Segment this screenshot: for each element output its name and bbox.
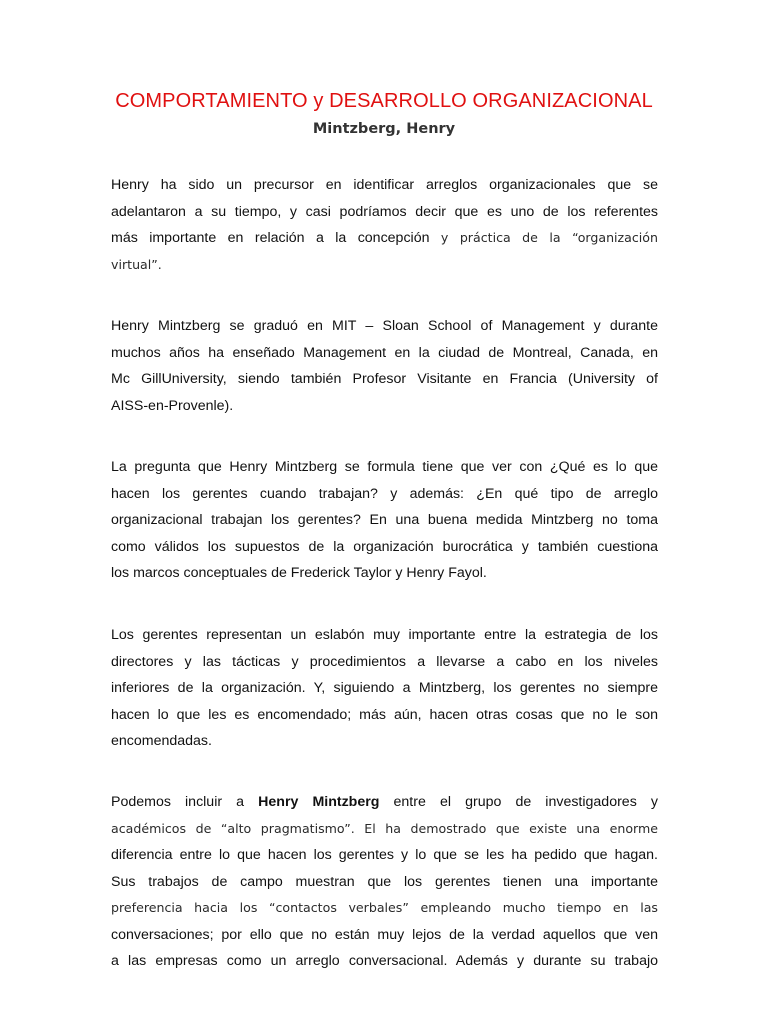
paragraph-line: como válidos los supuestos de la organización burocrática y también cuestiona [111, 538, 658, 555]
bold-name: Henry Mintzberg [258, 794, 380, 810]
paragraph-line: Los gerentes representan un eslabón muy importante entre la estrategia de los [111, 627, 658, 643]
paragraph-line: directores y las tácticas y procedimientos a llevarse a cabo en los niveles [111, 653, 658, 670]
line-segment: entre el grupo de investigadores y [379, 794, 658, 810]
paragraph-line: Henry ha sido un precursor en identificar arreglos organizacionales que se [111, 177, 658, 193]
line-segment-alt-font: académicos de “alto pragmatismo”. El ha demostrado que existe una enorme [111, 820, 658, 836]
document-subtitle: Mintzberg, Henry [312, 121, 456, 137]
paragraph-line: encomendadas. [111, 733, 212, 749]
paragraph-line [111, 895, 658, 922]
paragraph-4 [111, 622, 658, 755]
paragraph-line: Mc GillUniversity, siendo también Profesor Visitante en Francia (University of [111, 371, 658, 387]
paragraph-line: diferencia entre lo que hacen los gerentes y lo que se les ha pedido que hagan. [111, 847, 658, 863]
paragraph-line: adelantaron a su tiempo, y casi podríamos decir que es uno de los referentes [111, 203, 658, 220]
paragraph-line: conversaciones; por ello que no están muy lejos de la verdad aquellos que ven [111, 926, 658, 943]
paragraph-line: a las empresas como un arreglo conversacional. Además y durante su trabajo [111, 953, 658, 969]
document-title: COMPORTAMIENTO y DESARROLLO ORGANIZACIONAL [115, 90, 653, 112]
paragraph-line: hacen lo que les es encomendado; más aún, hacen otras cosas que no le son [111, 706, 658, 723]
paragraph-line: inferiores de la organización. Y, siguiendo a Mintzberg, los gerentes no siempre [111, 680, 658, 696]
paragraph-5 [111, 789, 658, 975]
paragraph-line: Sus trabajos de campo muestran que los gerentes tienen una importante [111, 873, 658, 890]
paragraph-line: organizacional trabajan los gerentes? En una buena medida Mintzberg no toma [111, 512, 658, 528]
line-segment: más importante en relación a la concepción [111, 230, 441, 246]
paragraph-line [111, 252, 658, 279]
paragraph-2 [111, 313, 658, 419]
paragraph-line: La pregunta que Henry Mintzberg se formula tiene que ver con ¿Qué es lo que [111, 459, 658, 475]
paragraph-line [111, 789, 658, 816]
paragraph-line: los marcos conceptuales de Frederick Taylor y Henry Fayol. [111, 565, 487, 581]
line-segment-alt-font: y práctica de la “organización [440, 230, 658, 245]
line-segment-alt-font: virtual”. [111, 256, 162, 272]
line-segment: Podemos incluir a [111, 794, 259, 810]
paragraph-3 [111, 454, 658, 587]
paragraph-1 [111, 172, 658, 278]
paragraph-line: hacen los gerentes cuando trabajan? y además: ¿En qué tipo de arreglo [111, 485, 658, 502]
paragraph-line [111, 225, 658, 252]
paragraph-line: AISS-en-Provenle). [111, 397, 234, 414]
paragraph-line: Henry Mintzberg se graduó en MIT – Sloan School of Management y durante [111, 318, 658, 334]
paragraph-line [111, 816, 658, 843]
line-segment-alt-font: preferencia hacia los “contactos verbales” empleando mucho tiempo en las [111, 900, 658, 915]
paragraph-line: muchos años ha enseñado Management en la ciudad de Montreal, Canada, en [111, 344, 658, 361]
